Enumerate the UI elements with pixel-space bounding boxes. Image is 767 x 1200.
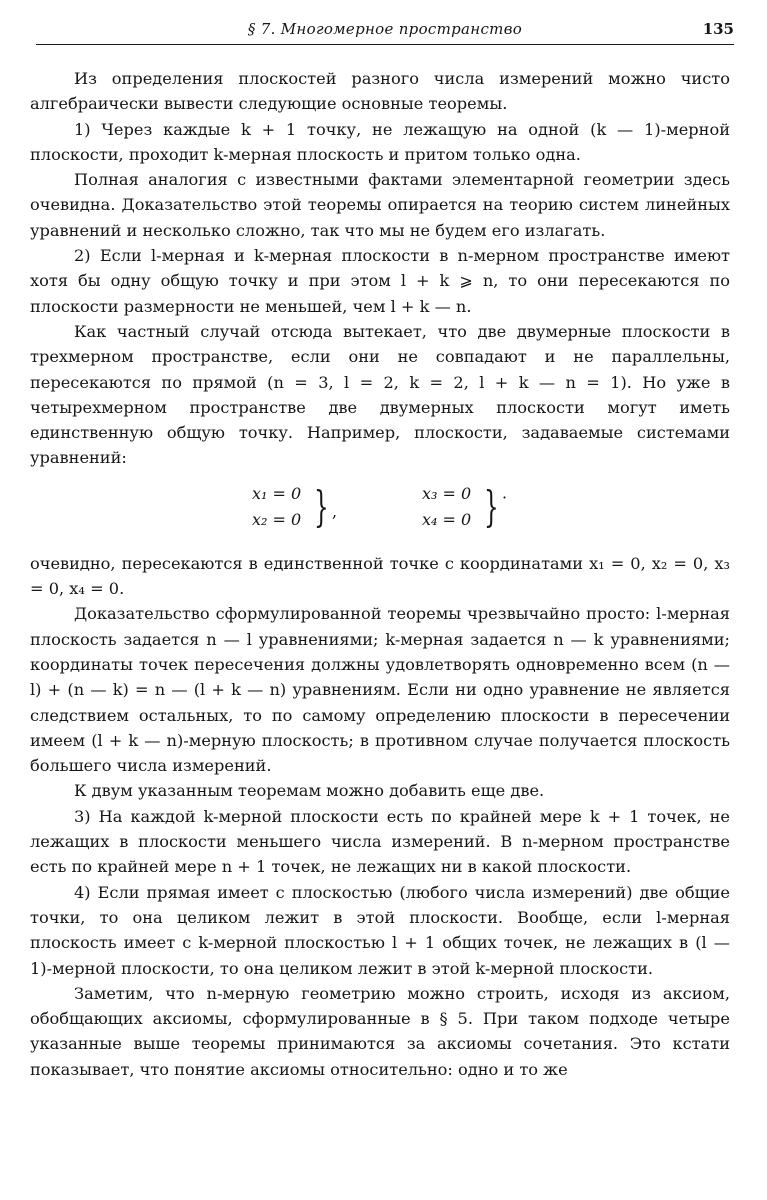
equation: x₄ = 0 (422, 509, 472, 529)
equation: x₃ = 0 (422, 483, 472, 503)
proof: Доказательство сформулированной теоремы чрезвычайно просто: l-мерная плоскость задается n — l уравнениями; k-мерная задается n — k уравнениями; координаты точек пересечения должны удовлетворять одновременно всем (n — l) + (n — k) = n — (l + k — n) уравнениям. Если ни одно уравнение не является следствием остальных, то по самому определению плоскости в пересечении имеем (l + k — n)-мерную плоскость; в противном случае получается плоскость большего числа измерений. (30, 604, 730, 776)
page-body (30, 66, 730, 1082)
theorem-4: 4) Если прямая имеет с плоскостью (любого числа измерений) две общие точки, то она целиком лежит в этой плоскости. Вообще, если l-мерная плоскость имеет с k-мерной плоскостью l + 1 общих точек, не лежащих в (l — 1)-мерной плоскости, то она целиком лежит в этой k-мерной плоскости. (30, 882, 730, 978)
equation: x₁ = 0 (252, 483, 302, 503)
page-number: 135 (702, 20, 734, 38)
running-header-title: § 7. Многомерное пространство (247, 20, 523, 38)
paragraph: К двум указанным теоремам можно добавить еще две. (74, 781, 545, 801)
theorem-1: 1) Через каждые k + 1 точку, не лежащую на одной (k — 1)-мерной плоскости, проходит k-мерная плоскость и притом только одна. (30, 119, 730, 164)
right-brace: } (314, 481, 329, 531)
paragraph: Как частный случай отсюда вытекает, что две двумерные плоскости в трехмерном пространстве, если они не совпадают и не параллельны, пересекаются по прямой (n = 3, l = 2, k = 2, l + k — n = 1). Но уже в четырехмерном пространстве две двумерных плоскости могут иметь единственную общую точку. Например, плоскости, задаваемые системами уравнений: (30, 321, 730, 468)
paragraph: Из определения плоскостей разного числа измерений можно чисто алгебраически вывести следующие основные теоремы. (30, 69, 730, 114)
equation: x₂ = 0 (252, 509, 302, 529)
theorem-2: 2) Если l-мерная и k-мерная плоскости в n-мерном пространстве имеют хотя бы одну общую точку и при этом l + k ⩾ n, то они пересекаются по плоскости размерности не меньшей, чем l + k — n. (30, 246, 730, 316)
paragraph: Заметим, что n-мерную геометрию можно строить, исходя из аксиом, обобщающих аксиомы, сформулированные в § 5. При таком подходе четыре указанные выше теоремы принимаются за аксиомы сочетания. Это кстати показывает, что понятие аксиомы относительно: одно и то же (30, 983, 730, 1079)
equation-systems (30, 475, 730, 541)
equation-separator: , (332, 501, 338, 521)
equation-system-1 (252, 481, 338, 533)
paragraph: Полная аналогия с известными фактами элементарной геометрии здесь очевидна. Доказательство этой теоремы опирается на теорию систем линейных уравнений и несколько сложно, так что мы не будем его излагать. (30, 170, 730, 240)
running-header (36, 18, 734, 45)
equation-separator: · (502, 487, 508, 507)
paragraph: очевидно, пересекаются в единственной точке с координатами x₁ = 0, x₂ = 0, x₃ = 0, x₄ = 0. (30, 553, 730, 599)
equation-system-2 (422, 481, 508, 533)
right-brace: } (484, 481, 499, 531)
theorem-3: 3) На каждой k-мерной плоскости есть по крайней мере k + 1 точек, не лежащих в плоскости меньшего числа измерений. В n-мерном пространстве есть по крайней мере n + 1 точек, не лежащих ни в какой плоскости. (30, 806, 730, 877)
